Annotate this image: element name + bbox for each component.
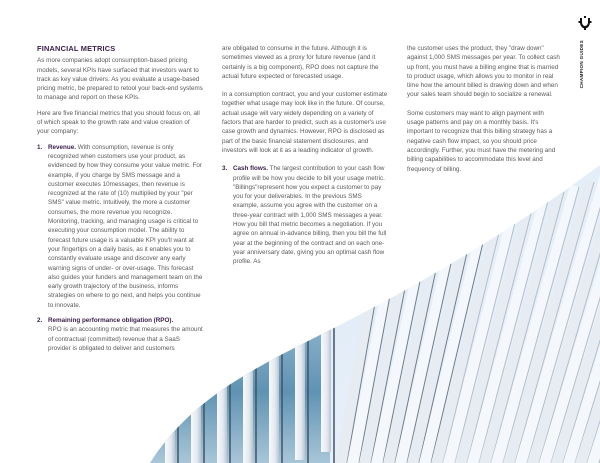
monthly-billing-paragraph: Some customers may want to align payment with usage patterns and pay on a monthly basis. It's important to recognize that this billing strategy has a negative cash flow impact, so you should price accordingly. Further, you must have the metering and billing capabilities to accommodate this level and frequency of billing.	[407, 109, 556, 173]
intro-paragraph-2: Here are five financial metrics that you should focus on, all of which speak to the growth rate and value creation of your company:	[37, 109, 200, 136]
section-label: CHAMPION GUIDES	[579, 40, 584, 89]
section-heading: FINANCIAL METRICS	[37, 44, 116, 53]
list-item-text: With consumption, revenue is only recognized when customers use your product, as evidenced by how they consume your value metric. For example, if you charge by SMS message and a customer executes 10messages, then revenue is recognized at the rate of (10) multiplied by your "per SMS" value metric. Intuitively, the more a customer consumes, the more revenue you recognize. Monitoring, tracking, and managing usage is critical to executing your consumption model. The ability to forecast future usage is a valuable KPI you'll want at your fingertips on a daily basis, as it enables you to constantly evaluate usage and discover any early warning signs of under- or over-usage. This forecast also guides your funders and management team on the early growth trajectory of the business, informs strategies on where to go next, and helps you continue to innovate.	[48, 143, 203, 309]
list-item-text: RPO is an accounting metric that measures the amount of contractual (committed) revenue that a SaaS provider is obligated to deliver and customers	[48, 326, 203, 352]
list-number: 3.	[222, 165, 228, 173]
column-3	[407, 44, 562, 180]
list-item-title: Remaining performance obligation (RPO).	[48, 317, 174, 325]
champion-badge-icon	[578, 16, 592, 30]
column-1	[37, 44, 203, 359]
list-number: 1.	[37, 143, 43, 151]
list-item-text: The largest contribution to your cash flow profile will be how you decide to bill your usage metric. "Billings"represent how you expect a customer to pay you for your deliverables. In the previous SMS example, assume you agree with the customer on a three-year contract with 1,000 SMS messages a year. How you bill that metric becomes a negotiation. If you agree on annual in-advance billing, then you bill the full year at the beginning of the contract and on each one-year anniversary date, giving you an optimal cash flow profile. As	[233, 165, 387, 266]
column-2	[222, 44, 388, 273]
intro-paragraph: As more companies adopt consumption-based pricing models, several KPIs have surfaced that investors want to track as key value drivers. As you evaluate a usage-based pricing metric, be prepared to retool your back-end systems to manage and report on these KPIs.	[37, 57, 203, 102]
list-number: 2.	[37, 317, 43, 325]
draw-down-paragraph: the customer uses the product, they "draw down" against 1,000 SMS messages per year. To collect cash up front, you must have a billing engine that is married to product usage, which allows you to monitor in real time how the amount billed is drawing down and when your sales team should begin to socialize a renewal.	[407, 45, 560, 99]
list-item-cash-flows	[222, 164, 388, 266]
consumption-paragraph: In a consumption contract, you and your customer estimate together what usage may look like in the future. Of course, actual usage will vary widely depending on a variety of factors that are harder to predict, such as a customer's use case growth and dynamics. However, RPO is disclosed as part of the basic financial statement disclosures, and investors will look at it as a leading indicator of growth.	[222, 91, 388, 154]
list-item-title: Revenue.	[48, 143, 76, 151]
sidebar-brand	[570, 0, 600, 120]
list-item-rpo	[37, 316, 203, 353]
list-item-revenue	[37, 143, 203, 310]
rpo-paragraph: are obligated to consume in the future. Although it is sometimes viewed as a proxy for future revenue (and it certainly is a big component), RPO does not capture the actual future expected or forecasted usage.	[222, 45, 379, 80]
list-item-title: Cash flows.	[233, 165, 268, 173]
